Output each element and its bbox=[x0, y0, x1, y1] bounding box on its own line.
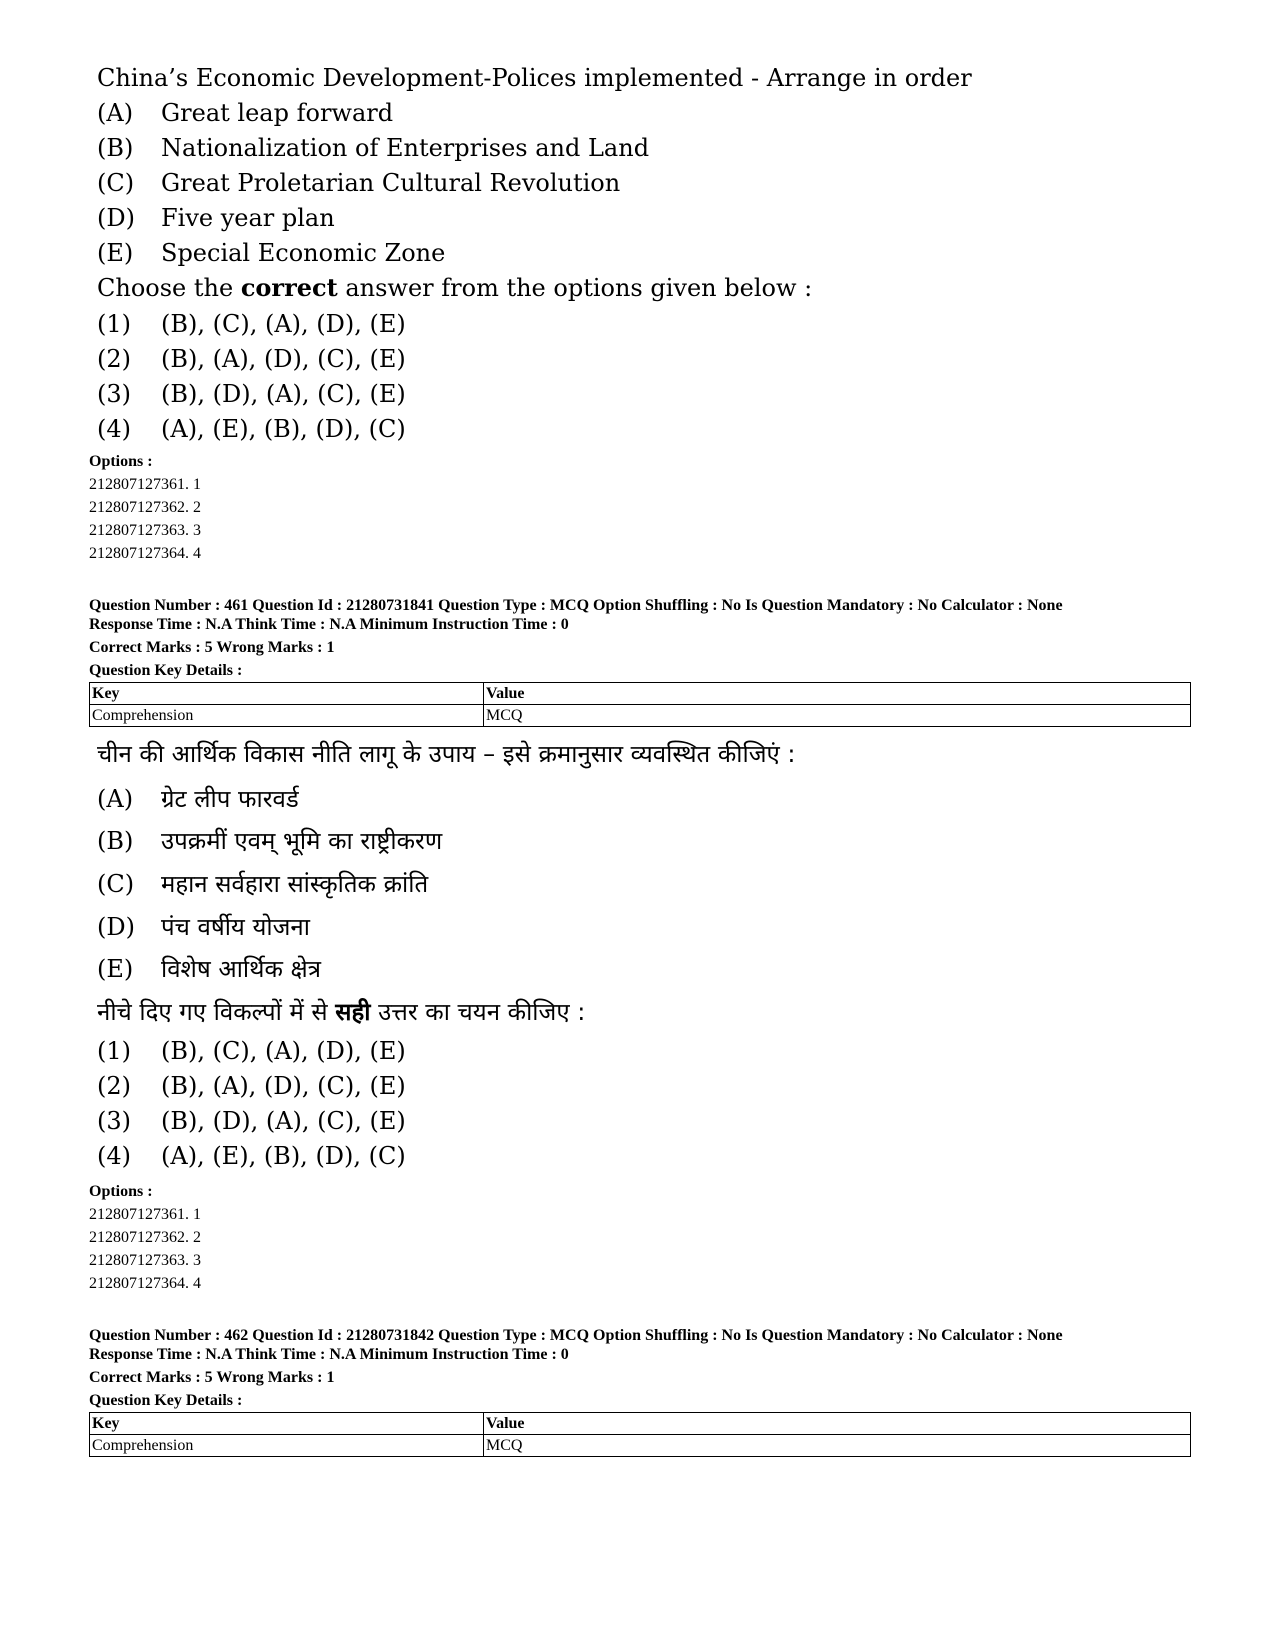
option-id: 212807127361. 1 bbox=[89, 476, 201, 493]
key-details-table bbox=[89, 1412, 1191, 1457]
option-id: 212807127361. 1 bbox=[89, 1206, 201, 1223]
statement-text: Special Economic Zone bbox=[161, 239, 446, 267]
answer-choice bbox=[97, 417, 406, 441]
instruction-pre: Choose the bbox=[97, 274, 241, 302]
answer-choice bbox=[97, 312, 406, 336]
statement-label: (D) bbox=[97, 204, 135, 232]
table-header-key: Key bbox=[90, 1413, 484, 1435]
answer-choice bbox=[97, 1039, 406, 1063]
statement-label: (A) bbox=[97, 99, 134, 127]
question-meta-line: Question Number : 461 Question Id : 21280731841 Question Type : MCQ Option Shuffling : No Is Question Mandatory : No Calculator : None bbox=[89, 597, 1063, 614]
option-id: 212807127363. 3 bbox=[89, 1252, 201, 1269]
table-cell-key: Comprehension bbox=[90, 705, 484, 727]
instruction-bold: सही bbox=[335, 998, 371, 1026]
question-meta-line: Response Time : N.A Think Time : N.A Minimum Instruction Time : 0 bbox=[89, 1346, 569, 1363]
statement-label: (B) bbox=[97, 134, 134, 162]
table-row bbox=[90, 705, 1191, 727]
choice-text: (B), (A), (D), (C), (E) bbox=[161, 345, 406, 373]
statement-text: Great Proletarian Cultural Revolution bbox=[161, 169, 621, 197]
choice-label: (4) bbox=[97, 415, 131, 443]
statement-item bbox=[97, 957, 321, 981]
choice-label: (1) bbox=[97, 310, 131, 338]
statement-item bbox=[97, 206, 335, 230]
choice-text: (B), (C), (A), (D), (E) bbox=[161, 1037, 406, 1065]
statement-text: महान सर्वहारा सांस्कृतिक क्रांति bbox=[161, 870, 429, 898]
question-marks: Correct Marks : 5 Wrong Marks : 1 bbox=[89, 1369, 335, 1386]
statement-label: (C) bbox=[97, 870, 135, 898]
question-title-hindi: चीन की आर्थिक विकास नीति लागू के उपाय – इसे क्रमानुसार व्यवस्थित कीजिएं : bbox=[97, 740, 796, 768]
question-meta-line: Question Number : 462 Question Id : 21280731842 Question Type : MCQ Option Shuffling : No Is Question Mandatory : No Calculator : None bbox=[89, 1327, 1063, 1344]
choice-label: (1) bbox=[97, 1037, 131, 1065]
instruction-post: उत्तर का चयन कीजिए : bbox=[370, 998, 586, 1026]
key-details-label: Question Key Details : bbox=[89, 662, 243, 679]
table-cell-value: MCQ bbox=[484, 705, 1191, 727]
option-id: 212807127364. 4 bbox=[89, 1275, 201, 1292]
answer-choice bbox=[97, 1144, 406, 1168]
statement-label: (B) bbox=[97, 827, 134, 855]
statement-label: (C) bbox=[97, 169, 135, 197]
answer-choice bbox=[97, 1109, 406, 1133]
statement-item bbox=[97, 171, 620, 195]
table-header-row bbox=[90, 683, 1191, 705]
options-label: Options : bbox=[89, 453, 153, 470]
table-cell-key: Comprehension bbox=[90, 1435, 484, 1457]
choice-label: (2) bbox=[97, 1072, 131, 1100]
instruction-bold: correct bbox=[240, 273, 338, 302]
instruction-hindi bbox=[97, 1000, 585, 1024]
instruction-english bbox=[97, 273, 813, 302]
instruction-post: answer from the options given below : bbox=[337, 274, 813, 302]
statement-label: (E) bbox=[97, 955, 134, 983]
table-row bbox=[90, 1435, 1191, 1457]
statement-label: (D) bbox=[97, 913, 135, 941]
question-meta-line: Response Time : N.A Think Time : N.A Minimum Instruction Time : 0 bbox=[89, 616, 569, 633]
table-cell-value: MCQ bbox=[484, 1435, 1191, 1457]
answer-choice bbox=[97, 1074, 406, 1098]
statement-item bbox=[97, 136, 649, 160]
key-details-label: Question Key Details : bbox=[89, 1392, 243, 1409]
table-header-value: Value bbox=[484, 683, 1191, 705]
table-header-row bbox=[90, 1413, 1191, 1435]
choice-text: (B), (D), (A), (C), (E) bbox=[161, 380, 406, 408]
statement-item bbox=[97, 787, 299, 811]
statement-label: (A) bbox=[97, 785, 134, 813]
options-label: Options : bbox=[89, 1183, 153, 1200]
statement-text: Nationalization of Enterprises and Land bbox=[161, 134, 650, 162]
instruction-pre: नीचे दिए गए विकल्पों में से bbox=[97, 998, 336, 1026]
choice-label: (2) bbox=[97, 345, 131, 373]
answer-choice bbox=[97, 347, 406, 371]
statement-text: Great leap forward bbox=[161, 99, 394, 127]
option-id: 212807127363. 3 bbox=[89, 522, 201, 539]
choice-text: (B), (C), (A), (D), (E) bbox=[161, 310, 406, 338]
table-header-key: Key bbox=[90, 683, 484, 705]
question-marks: Correct Marks : 5 Wrong Marks : 1 bbox=[89, 639, 335, 656]
question-title-english: China’s Economic Development-Polices implemented - Arrange in order bbox=[97, 64, 972, 92]
choice-text: (B), (A), (D), (C), (E) bbox=[161, 1072, 406, 1100]
statement-item bbox=[97, 829, 442, 853]
option-id: 212807127362. 2 bbox=[89, 499, 201, 516]
statement-text: ग्रेट लीप फारवर्ड bbox=[161, 785, 299, 813]
statement-text: विशेष आर्थिक क्षेत्र bbox=[161, 955, 321, 983]
statement-text: Five year plan bbox=[161, 204, 335, 232]
choice-text: (A), (E), (B), (D), (C) bbox=[161, 1142, 406, 1170]
choice-label: (3) bbox=[97, 380, 131, 408]
statement-item bbox=[97, 872, 428, 896]
statement-label: (E) bbox=[97, 239, 134, 267]
choice-label: (4) bbox=[97, 1142, 131, 1170]
statement-item bbox=[97, 241, 445, 265]
statement-item bbox=[97, 101, 393, 125]
statement-text: पंच वर्षीय योजना bbox=[161, 913, 310, 941]
option-id: 212807127362. 2 bbox=[89, 1229, 201, 1246]
statement-item bbox=[97, 915, 310, 939]
answer-choice bbox=[97, 382, 406, 406]
key-details-table bbox=[89, 682, 1191, 727]
option-id: 212807127364. 4 bbox=[89, 545, 201, 562]
statement-text: उपक्रमीं एवम् भूमि का राष्ट्रीकरण bbox=[161, 827, 443, 855]
choice-label: (3) bbox=[97, 1107, 131, 1135]
choice-text: (B), (D), (A), (C), (E) bbox=[161, 1107, 406, 1135]
table-header-value: Value bbox=[484, 1413, 1191, 1435]
choice-text: (A), (E), (B), (D), (C) bbox=[161, 415, 406, 443]
